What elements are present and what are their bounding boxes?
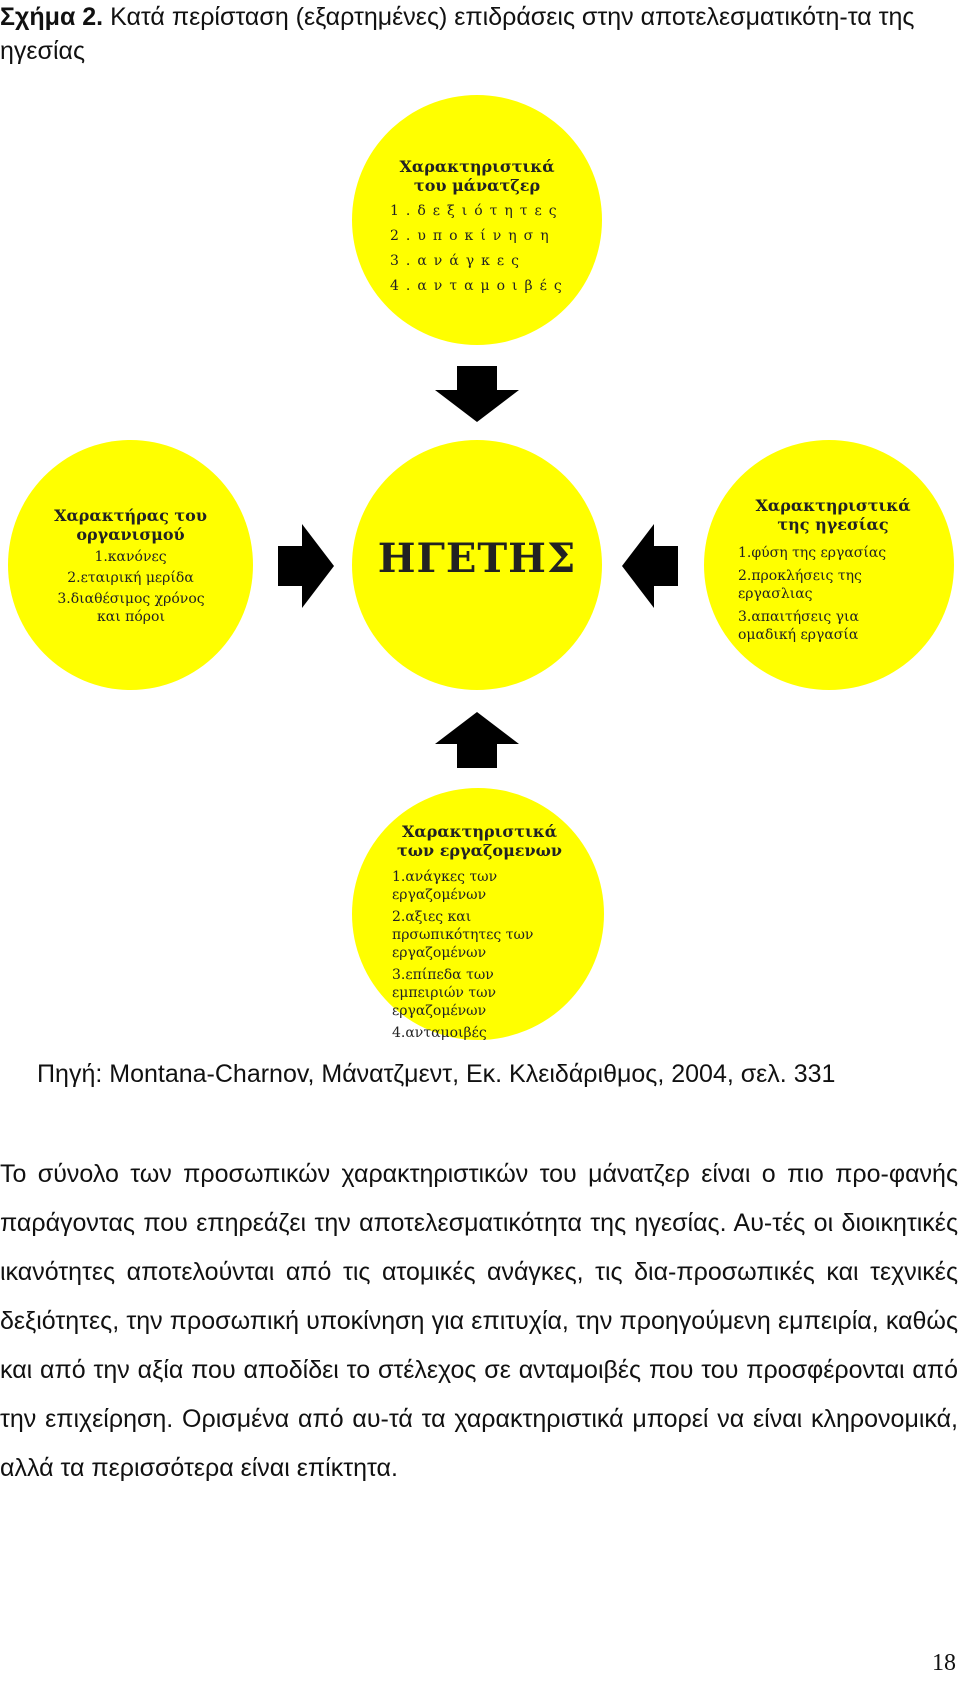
list-item: 3.επίπεδα των εμπειριών των εργαζομένων — [392, 967, 497, 1019]
arrow-up-icon — [435, 712, 519, 768]
leadership-characteristics-list — [738, 544, 918, 644]
list-item: 3.ανάγκες — [390, 253, 526, 269]
list-item: 1.κανόνες — [94, 549, 167, 565]
list-item: 3.διαθέσιμος χρόνος και πόροι — [57, 591, 205, 625]
manager-characteristics-title: Χαρακτηριστικά του μάνατζερ — [399, 157, 555, 195]
list-item: 2.εταιρική μερίδα — [67, 570, 194, 586]
leadership-characteristics-title: Χαρακτηριστικά της ηγεσίας — [755, 496, 911, 534]
organization-character-title: Χαρακτήρας του οργανισμού — [54, 506, 207, 544]
arrow-down-icon — [435, 366, 519, 422]
figure-caption-text: Κατά περίσταση (εξαρτημένες) επιδράσεις στην αποτελεσματικότη-τα της ηγεσίας — [0, 3, 915, 65]
manager-characteristics-circle — [352, 95, 602, 345]
figure-source: Πηγή: Montana-Charnov, Μάνατζμεντ, Εκ. Κλειδάριθμος, 2004, σελ. 331 — [37, 1060, 836, 1088]
arrow-right-icon — [278, 524, 334, 608]
organization-character-circle — [8, 440, 253, 690]
body-paragraph: Το σύνολο των προσωπικών χαρακτηριστικών του μάνατζερ είναι ο πιο προ-φανής παράγοντας που επηρεάζει την αποτελεσματικότητα της ηγεσίας. Αυ-τές οι διοικητικές ικανότητες αποτελούνται από τις ατομικές ανάγκες, τις δια-προσωπικές και τεχνικές δεξιότητες, την προσωπική υποκίνηση για επιτυχία, την προηγούμενη εμπειρία, καθώς και από την αξία που αποδίδει το στέλεχος σε ανταμοιβές που του προσφέρονται από την επιχείρηση. Ορισμένα από αυ-τά τα χαρακτηριστικά μπορεί να είναι κληρονομικά, αλλά τα περισσότερα είναι επίκτητα. — [0, 1160, 958, 1482]
list-item: 4.ανταμοιβές — [392, 1025, 487, 1041]
figure-caption — [0, 0, 960, 68]
manager-characteristics-list — [390, 202, 602, 295]
leader-circle — [352, 440, 602, 690]
list-item: 1.δεξιότητες — [390, 203, 564, 219]
leadership-characteristics-circle — [704, 440, 954, 690]
organization-character-list — [8, 548, 253, 626]
arrow-left-icon — [622, 524, 678, 608]
list-item: 4.ανταμοιβές — [390, 278, 569, 294]
employee-characteristics-circle — [352, 788, 604, 1040]
employee-characteristics-title: Χαρακτηριστικά των εργαζομενων — [397, 822, 562, 860]
leader-label: ΗΓΕΤΗΣ — [377, 534, 577, 582]
list-item: 1.ανάγκες των εργαζομένων — [392, 869, 498, 903]
figure-label: Σχήμα 2. — [0, 3, 104, 31]
list-item: 2.προκλήσεις της εργασλιας — [738, 568, 862, 602]
list-item: 1.φύση της εργασίας — [738, 545, 887, 561]
employee-characteristics-list — [392, 868, 562, 1042]
list-item: 3.απαιτήσεις για ομαδική εργασία — [738, 609, 859, 643]
page-number: 18 — [932, 1650, 956, 1676]
list-item: 2.υποκίνηση — [390, 228, 556, 244]
list-item: 2.αξιες και πρσωπικότητες των εργαζομένων — [392, 909, 534, 961]
